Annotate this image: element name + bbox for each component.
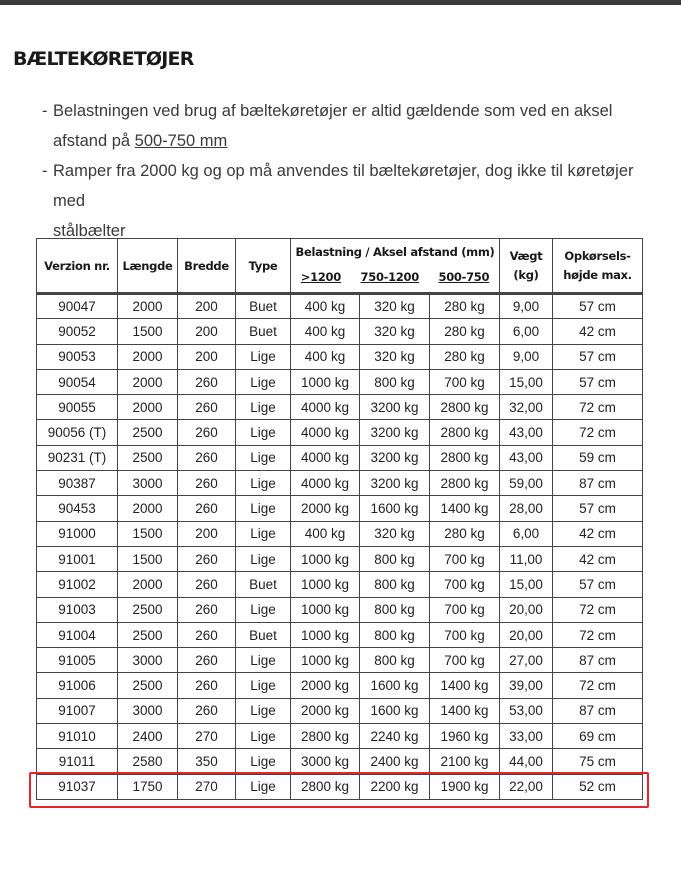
cell-weight: 20,00 <box>500 597 553 622</box>
cell-height: 57 cm <box>553 369 643 394</box>
cell-load-over-1200: 2000 kg <box>291 698 360 723</box>
cell-length: 2000 <box>118 395 178 420</box>
cell-load-500-750: 2800 kg <box>430 445 500 470</box>
cell-load-500-750: 1400 kg <box>430 698 500 723</box>
cell-load-750-1200: 320 kg <box>360 521 430 546</box>
cell-type: Lige <box>236 471 291 496</box>
cell-length: 2500 <box>118 673 178 698</box>
cell-height: 42 cm <box>553 546 643 571</box>
table-row <box>37 648 643 673</box>
cell-type: Lige <box>236 344 291 369</box>
cell-load-over-1200: 400 kg <box>291 521 360 546</box>
cell-weight: 15,00 <box>500 572 553 597</box>
cell-height: 42 cm <box>553 521 643 546</box>
cell-width: 260 <box>178 597 236 622</box>
page-title: BÆLTEKØRETØJER <box>13 48 194 70</box>
cell-version: 90231 (T) <box>37 445 118 470</box>
cell-load-over-1200: 2000 kg <box>291 673 360 698</box>
cell-width: 260 <box>178 395 236 420</box>
cell-type: Buet <box>236 622 291 647</box>
header-width: Bredde <box>178 239 236 294</box>
cell-load-750-1200: 320 kg <box>360 319 430 344</box>
cell-load-750-1200: 3200 kg <box>360 395 430 420</box>
cell-version: 91006 <box>37 673 118 698</box>
table-row <box>37 369 643 394</box>
header-load-title: Belastning / Aksel afstand (mm) <box>295 245 495 259</box>
cell-load-750-1200: 3200 kg <box>360 420 430 445</box>
cell-height: 87 cm <box>553 648 643 673</box>
note-item <box>42 156 662 246</box>
cell-load-over-1200: 4000 kg <box>291 420 360 445</box>
cell-width: 260 <box>178 546 236 571</box>
cell-weight: 11,00 <box>500 546 553 571</box>
table-row <box>37 521 643 546</box>
cell-version: 90055 <box>37 395 118 420</box>
cell-load-750-1200: 1600 kg <box>360 673 430 698</box>
cell-type: Lige <box>236 496 291 521</box>
table-row <box>37 471 643 496</box>
header-weight-line2: (kg) <box>513 267 539 282</box>
cell-width: 260 <box>178 369 236 394</box>
cell-load-over-1200: 1000 kg <box>291 546 360 571</box>
note-text: Ramper fra 2000 kg og op må anvendes til bæltekøretøjer, dog ikke til køretøjer med <box>53 162 634 210</box>
cell-load-500-750: 700 kg <box>430 572 500 597</box>
table-row <box>37 698 643 723</box>
cell-load-over-1200: 1000 kg <box>291 572 360 597</box>
cell-load-over-1200: 400 kg <box>291 294 360 319</box>
cell-load-500-750: 2100 kg <box>430 749 500 774</box>
cell-version: 90052 <box>37 319 118 344</box>
top-divider-bar <box>0 0 681 5</box>
cell-height: 87 cm <box>553 471 643 496</box>
cell-length: 2500 <box>118 622 178 647</box>
cell-version: 90453 <box>37 496 118 521</box>
cell-length: 1750 <box>118 774 178 799</box>
cell-type: Lige <box>236 445 291 470</box>
cell-version: 91037 <box>37 774 118 799</box>
cell-version: 91001 <box>37 546 118 571</box>
cell-weight: 6,00 <box>500 319 553 344</box>
cell-type: Lige <box>236 698 291 723</box>
table-row <box>37 420 643 445</box>
cell-width: 260 <box>178 572 236 597</box>
cell-weight: 32,00 <box>500 395 553 420</box>
header-type: Type <box>236 239 291 294</box>
cell-width: 260 <box>178 445 236 470</box>
cell-version: 90056 (T) <box>37 420 118 445</box>
cell-height: 72 cm <box>553 395 643 420</box>
cell-type: Lige <box>236 597 291 622</box>
cell-length: 2000 <box>118 294 178 319</box>
cell-length: 2500 <box>118 445 178 470</box>
cell-length: 2400 <box>118 724 178 749</box>
bullet-dash: - <box>42 102 48 120</box>
cell-width: 200 <box>178 294 236 319</box>
cell-width: 260 <box>178 622 236 647</box>
table-row <box>37 724 643 749</box>
table-row <box>37 597 643 622</box>
ramp-specs-table <box>36 238 643 800</box>
cell-version: 91007 <box>37 698 118 723</box>
cell-weight: 43,00 <box>500 420 553 445</box>
cell-length: 2000 <box>118 496 178 521</box>
cell-load-500-750: 1400 kg <box>430 496 500 521</box>
cell-width: 260 <box>178 420 236 445</box>
cell-height: 57 cm <box>553 344 643 369</box>
cell-type: Lige <box>236 774 291 799</box>
cell-length: 2000 <box>118 572 178 597</box>
cell-load-750-1200: 3200 kg <box>360 445 430 470</box>
cell-load-500-750: 700 kg <box>430 369 500 394</box>
cell-load-500-750: 280 kg <box>430 319 500 344</box>
cell-load-750-1200: 1600 kg <box>360 496 430 521</box>
cell-version: 90387 <box>37 471 118 496</box>
cell-height: 72 cm <box>553 597 643 622</box>
table-row <box>37 395 643 420</box>
cell-width: 350 <box>178 749 236 774</box>
cell-version: 90053 <box>37 344 118 369</box>
cell-load-over-1200: 4000 kg <box>291 445 360 470</box>
cell-height: 72 cm <box>553 622 643 647</box>
cell-width: 270 <box>178 774 236 799</box>
cell-load-500-750: 1960 kg <box>430 724 500 749</box>
cell-type: Lige <box>236 673 291 698</box>
header-load-750-1200: 750-1200 <box>360 270 419 284</box>
cell-weight: 20,00 <box>500 622 553 647</box>
cell-length: 3000 <box>118 698 178 723</box>
cell-load-over-1200: 1000 kg <box>291 369 360 394</box>
cell-height: 72 cm <box>553 420 643 445</box>
cell-load-500-750: 2800 kg <box>430 420 500 445</box>
table-row <box>37 572 643 597</box>
cell-load-over-1200: 1000 kg <box>291 597 360 622</box>
table-row <box>37 496 643 521</box>
cell-width: 260 <box>178 648 236 673</box>
header-version: Verzion nr. <box>37 239 118 294</box>
cell-weight: 33,00 <box>500 724 553 749</box>
header-load-500-750: 500-750 <box>438 270 490 284</box>
cell-width: 200 <box>178 521 236 546</box>
cell-weight: 9,00 <box>500 344 553 369</box>
cell-load-500-750: 2800 kg <box>430 471 500 496</box>
cell-load-over-1200: 2000 kg <box>291 496 360 521</box>
cell-length: 2500 <box>118 420 178 445</box>
table-row <box>37 319 643 344</box>
cell-length: 2500 <box>118 597 178 622</box>
cell-load-500-750: 280 kg <box>430 521 500 546</box>
cell-width: 270 <box>178 724 236 749</box>
cell-load-500-750: 700 kg <box>430 622 500 647</box>
cell-load-750-1200: 1600 kg <box>360 698 430 723</box>
cell-weight: 15,00 <box>500 369 553 394</box>
header-height <box>553 239 643 294</box>
cell-height: 59 cm <box>553 445 643 470</box>
cell-length: 1500 <box>118 546 178 571</box>
header-length: Længde <box>118 239 178 294</box>
cell-height: 57 cm <box>553 496 643 521</box>
cell-width: 200 <box>178 344 236 369</box>
cell-load-750-1200: 800 kg <box>360 597 430 622</box>
notes-list <box>42 96 662 246</box>
cell-type: Lige <box>236 420 291 445</box>
cell-load-over-1200: 3000 kg <box>291 749 360 774</box>
cell-load-750-1200: 800 kg <box>360 648 430 673</box>
cell-load-over-1200: 4000 kg <box>291 395 360 420</box>
cell-load-500-750: 1400 kg <box>430 673 500 698</box>
cell-load-750-1200: 800 kg <box>360 369 430 394</box>
cell-load-over-1200: 2800 kg <box>291 774 360 799</box>
cell-weight: 44,00 <box>500 749 553 774</box>
cell-length: 3000 <box>118 648 178 673</box>
cell-version: 90054 <box>37 369 118 394</box>
cell-load-over-1200: 1000 kg <box>291 648 360 673</box>
cell-load-750-1200: 2400 kg <box>360 749 430 774</box>
cell-load-500-750: 280 kg <box>430 294 500 319</box>
cell-version: 91003 <box>37 597 118 622</box>
cell-width: 260 <box>178 496 236 521</box>
cell-load-750-1200: 3200 kg <box>360 471 430 496</box>
cell-load-750-1200: 2240 kg <box>360 724 430 749</box>
cell-height: 72 cm <box>553 673 643 698</box>
note-text-continued: afstand på <box>53 132 135 150</box>
cell-load-over-1200: 400 kg <box>291 319 360 344</box>
cell-load-750-1200: 2200 kg <box>360 774 430 799</box>
cell-weight: 22,00 <box>500 774 553 799</box>
cell-length: 3000 <box>118 471 178 496</box>
header-height-line2: højde max. <box>563 267 632 282</box>
cell-weight: 39,00 <box>500 673 553 698</box>
cell-type: Lige <box>236 724 291 749</box>
cell-load-500-750: 1900 kg <box>430 774 500 799</box>
note-item <box>42 96 662 156</box>
cell-height: 87 cm <box>553 698 643 723</box>
cell-weight: 59,00 <box>500 471 553 496</box>
header-load-subheads <box>291 266 499 292</box>
table-row <box>37 622 643 647</box>
header-load-over-1200: >1200 <box>300 270 341 284</box>
cell-version: 91010 <box>37 724 118 749</box>
cell-type: Lige <box>236 395 291 420</box>
cell-weight: 9,00 <box>500 294 553 319</box>
cell-load-over-1200: 4000 kg <box>291 471 360 496</box>
cell-load-750-1200: 800 kg <box>360 546 430 571</box>
cell-load-500-750: 280 kg <box>430 344 500 369</box>
cell-length: 2580 <box>118 749 178 774</box>
note-text-continued: stålbælter <box>53 222 126 240</box>
cell-load-over-1200: 1000 kg <box>291 622 360 647</box>
header-weight-line1: Vægt <box>509 248 543 263</box>
cell-weight: 28,00 <box>500 496 553 521</box>
table-row <box>37 344 643 369</box>
cell-load-750-1200: 320 kg <box>360 294 430 319</box>
cell-load-750-1200: 800 kg <box>360 622 430 647</box>
cell-weight: 43,00 <box>500 445 553 470</box>
cell-type: Buet <box>236 294 291 319</box>
table-header-row <box>37 239 643 294</box>
cell-load-over-1200: 400 kg <box>291 344 360 369</box>
cell-version: 91004 <box>37 622 118 647</box>
cell-load-750-1200: 800 kg <box>360 572 430 597</box>
cell-width: 200 <box>178 319 236 344</box>
cell-height: 52 cm <box>553 774 643 799</box>
cell-width: 260 <box>178 698 236 723</box>
cell-length: 2000 <box>118 344 178 369</box>
cell-width: 260 <box>178 673 236 698</box>
header-weight <box>500 239 553 294</box>
header-load <box>291 239 500 294</box>
cell-weight: 27,00 <box>500 648 553 673</box>
cell-height: 57 cm <box>553 572 643 597</box>
cell-length: 1500 <box>118 521 178 546</box>
cell-type: Buet <box>236 572 291 597</box>
cell-height: 57 cm <box>553 294 643 319</box>
cell-weight: 6,00 <box>500 521 553 546</box>
cell-version: 90047 <box>37 294 118 319</box>
cell-height: 69 cm <box>553 724 643 749</box>
note-text: Belastningen ved brug af bæltekøretøjer er altid gældende som ved en aksel <box>53 102 613 120</box>
cell-weight: 53,00 <box>500 698 553 723</box>
cell-length: 1500 <box>118 319 178 344</box>
cell-height: 75 cm <box>553 749 643 774</box>
table-row <box>37 546 643 571</box>
cell-type: Lige <box>236 749 291 774</box>
cell-version: 91005 <box>37 648 118 673</box>
table-row <box>37 749 643 774</box>
cell-load-500-750: 700 kg <box>430 597 500 622</box>
cell-length: 2000 <box>118 369 178 394</box>
cell-type: Buet <box>236 319 291 344</box>
cell-load-over-1200: 2800 kg <box>291 724 360 749</box>
cell-type: Lige <box>236 521 291 546</box>
cell-height: 42 cm <box>553 319 643 344</box>
cell-type: Lige <box>236 648 291 673</box>
cell-load-500-750: 700 kg <box>430 546 500 571</box>
cell-type: Lige <box>236 369 291 394</box>
bullet-dash: - <box>42 162 48 180</box>
cell-load-750-1200: 320 kg <box>360 344 430 369</box>
header-height-line1: Opkørsels- <box>564 248 631 263</box>
cell-load-500-750: 2800 kg <box>430 395 500 420</box>
table-row <box>37 445 643 470</box>
cell-version: 91011 <box>37 749 118 774</box>
table-row <box>37 774 643 799</box>
note-underlined-value: 500-750 mm <box>134 132 228 150</box>
table-row <box>37 294 643 319</box>
cell-load-500-750: 700 kg <box>430 648 500 673</box>
cell-version: 91000 <box>37 521 118 546</box>
cell-version: 91002 <box>37 572 118 597</box>
cell-type: Lige <box>236 546 291 571</box>
table-row <box>37 673 643 698</box>
table-body <box>37 294 643 800</box>
cell-width: 260 <box>178 471 236 496</box>
